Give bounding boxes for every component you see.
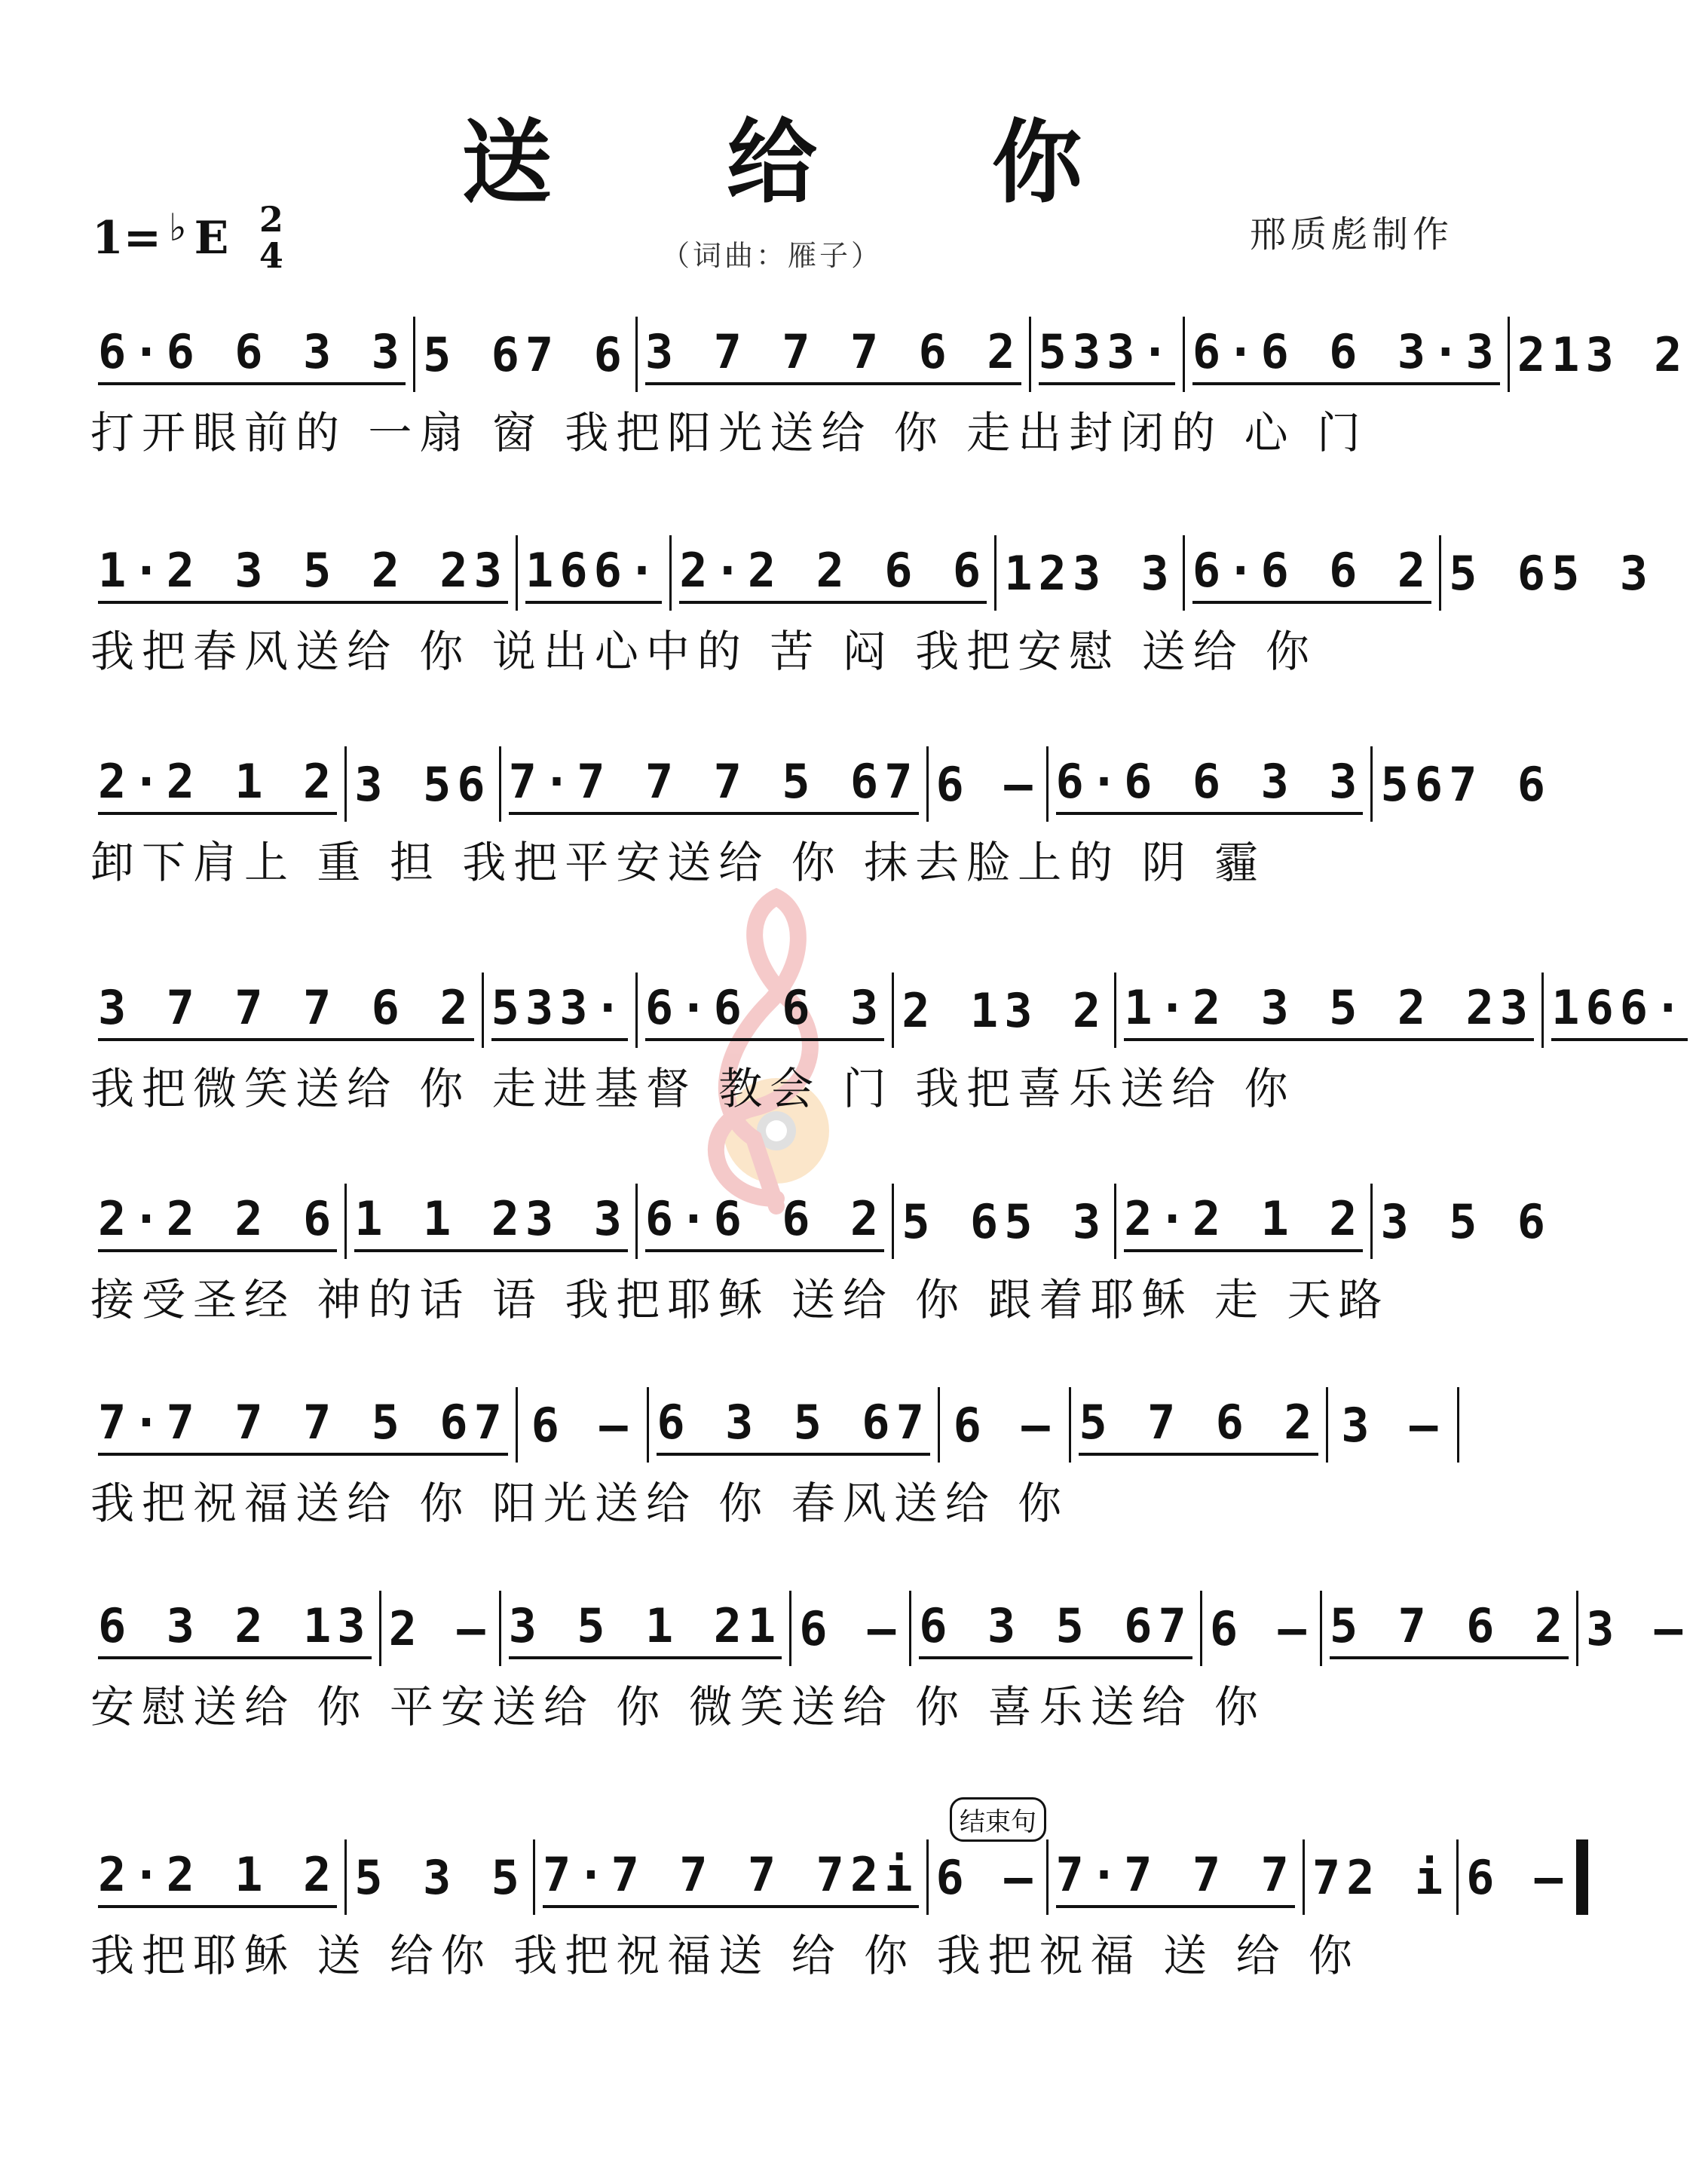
note-group: 6·6 6 3 3 (1056, 754, 1364, 815)
note-group: 5 7 6 2 (1330, 1598, 1569, 1659)
measure (926, 746, 1046, 822)
measure (1114, 973, 1541, 1048)
note-group: 5 65 3 (1449, 545, 1655, 601)
note-group: 6·6 6 2 (645, 1191, 884, 1252)
measure (516, 535, 669, 611)
staff-line (90, 317, 1688, 392)
measure (499, 1591, 790, 1666)
key-prefix: 1= (92, 211, 162, 265)
score-system (90, 1387, 1459, 1529)
song-title: 送 给 你 (461, 109, 1154, 216)
note-group: 72 i (1312, 1849, 1450, 1905)
time-bottom: 4 (259, 234, 283, 276)
staff-line (90, 535, 1655, 611)
measure (1370, 746, 1559, 822)
note-group: 3 5 1 21 (509, 1598, 782, 1659)
note-group: 1·2 3 5 2 23 (98, 543, 508, 604)
note-group: 6·6 6 2 (1192, 543, 1431, 604)
measure (1541, 973, 1695, 1048)
measure (909, 1591, 1200, 1666)
note-group: 2 – (388, 1600, 491, 1656)
score-system (90, 973, 1688, 1114)
measure (1114, 1184, 1370, 1259)
note-group: 2·2 2 6 (98, 1191, 337, 1252)
measure (789, 1591, 909, 1666)
lyric-line: 我把祝福送给 你 阳光送给 你 春风送给 你 (90, 1478, 1070, 1529)
measure (1303, 1839, 1456, 1915)
measure (635, 317, 1029, 392)
score-system (90, 317, 1688, 458)
score-system (90, 535, 1655, 677)
note-group: 1·2 3 5 2 23 (1124, 980, 1534, 1041)
staff-line (90, 973, 1688, 1048)
note-group: 3 7 7 7 6 2 (98, 980, 474, 1041)
note-group: 3 – (1586, 1600, 1689, 1656)
staff-line (90, 1839, 1569, 1915)
maker-credit: 邢质彪制作 (1249, 213, 1453, 256)
note-group: 5 67 6 (422, 326, 628, 382)
note-group: 7·7 7 7 5 67 (98, 1395, 508, 1456)
time-top: 2 (259, 199, 283, 240)
lyric-line: 打开眼前的 一扇 窗 我把阳光送给 你 走出封闭的 心 门 (90, 407, 1369, 458)
note-group: 6 – (531, 1397, 634, 1453)
note-group: 1 1 23 3 (354, 1191, 628, 1252)
note-group: 2·2 1 2 (98, 754, 337, 815)
score-system (90, 1807, 1569, 1981)
measure (926, 1839, 1046, 1915)
note-group: 6·6 6 3 3 (98, 324, 406, 385)
measure (1183, 317, 1508, 392)
measure (344, 1184, 635, 1259)
note-group: 533· (491, 980, 628, 1041)
note-group: 6 – (799, 1600, 902, 1656)
measure (938, 1387, 1069, 1463)
note-group: 6 – (953, 1397, 1056, 1453)
measure (90, 1839, 344, 1915)
measure (647, 1387, 938, 1463)
note-group: 123 3 (1004, 545, 1175, 601)
note-group: 5 7 6 2 (1079, 1395, 1318, 1456)
lyric-line: 接受圣经 神的话 语 我把耶稣 送给 你 跟着耶稣 走 天路 (90, 1274, 1390, 1325)
note-group: 6·6 6 3·3 (1192, 324, 1500, 385)
measure (90, 1184, 344, 1259)
staff-line (90, 1387, 1459, 1463)
staff-line (90, 746, 1552, 822)
measure (1183, 535, 1439, 611)
note-group: 6 3 5 67 (657, 1395, 930, 1456)
measure (90, 535, 516, 611)
note-group: 5 65 3 (902, 1193, 1107, 1249)
note-group: 3 7 7 7 6 2 (645, 324, 1021, 385)
note-group: 533· (1039, 324, 1175, 385)
measure (1456, 1839, 1576, 1915)
measure (1576, 1591, 1696, 1666)
measure (1046, 1839, 1303, 1915)
note-group: 567 6 (1380, 756, 1552, 812)
note-group: 7·7 7 7 5 67 (509, 754, 919, 815)
lyric-line: 我把耶稣 送 给你 我把祝福送 给 你 我把祝福 送 给 你 (90, 1930, 1360, 1981)
note-group: 6 3 2 13 (98, 1598, 372, 1659)
note-group: 7·7 7 7 (1056, 1847, 1295, 1908)
barline (1457, 1387, 1459, 1463)
lyric-line: 卸下肩上 重 担 我把平安送给 你 抹去脸上的 阴 霾 (90, 837, 1266, 888)
measure (1326, 1387, 1457, 1463)
measure (1370, 1184, 1559, 1259)
note-group: 166· (1551, 980, 1688, 1041)
measure (90, 746, 344, 822)
final-barline (1576, 1839, 1588, 1915)
note-group: 2 13 2 (902, 982, 1107, 1038)
measure (669, 535, 994, 611)
score-system (90, 1184, 1552, 1325)
note-group: 5 3 5 (354, 1849, 525, 1905)
ending-phrase-badge: 结束句 (950, 1797, 1046, 1842)
measure (892, 1184, 1114, 1259)
measure (635, 973, 892, 1048)
measure (413, 317, 635, 392)
flat-icon: ♭ (169, 205, 187, 250)
measure (90, 317, 413, 392)
note-group: 6 3 5 67 (919, 1598, 1192, 1659)
measure (344, 746, 498, 822)
note-group: 3 5 6 (1380, 1193, 1552, 1249)
measure (994, 535, 1183, 611)
measure (1029, 317, 1183, 392)
note-group: 6 – (935, 756, 1039, 812)
measure (1508, 317, 1696, 392)
note-group: 166· (525, 543, 662, 604)
measure (379, 1591, 499, 1666)
measure (482, 973, 635, 1048)
measure (90, 1591, 379, 1666)
note-group: 213 2 (1517, 326, 1688, 382)
lyric-line: 安慰送给 你 平安送给 你 微笑送给 你 喜乐送给 你 (90, 1681, 1266, 1732)
score-system (90, 1591, 1689, 1732)
measure (1069, 1387, 1325, 1463)
measure (635, 1184, 892, 1259)
measure (1320, 1591, 1576, 1666)
measure (1200, 1591, 1320, 1666)
note-group: 3 – (1341, 1397, 1444, 1453)
lyric-line: 我把微笑送给 你 走进基督 教会 门 我把喜乐送给 你 (90, 1063, 1296, 1114)
note-group: 2·2 1 2 (1124, 1191, 1363, 1252)
note-group: 7·7 7 7 72i (543, 1847, 919, 1908)
key-note: E (194, 211, 229, 265)
note-group: 6·6 6 3 (645, 980, 884, 1041)
score-system (90, 746, 1552, 888)
measure (499, 746, 926, 822)
lyric-line: 我把春风送给 你 说出心中的 苦 闷 我把安慰 送给 你 (90, 626, 1318, 677)
credit-line: （词曲：雁子） (660, 239, 883, 272)
note-group: 2·2 2 6 6 (679, 543, 987, 604)
measure (892, 973, 1114, 1048)
measure (516, 1387, 647, 1463)
note-group: 3 56 (354, 756, 491, 812)
note-group: 6 – (1209, 1600, 1312, 1656)
measure (533, 1839, 926, 1915)
staff-line (90, 1591, 1689, 1666)
staff-line (90, 1184, 1552, 1259)
measure (1046, 746, 1371, 822)
measure (90, 973, 482, 1048)
measure (90, 1387, 516, 1463)
note-group: 2·2 1 2 (98, 1847, 337, 1908)
measure (1439, 535, 1661, 611)
note-group: 6 – (935, 1849, 1039, 1905)
measure (344, 1839, 533, 1915)
note-group: 6 – (1466, 1849, 1569, 1905)
